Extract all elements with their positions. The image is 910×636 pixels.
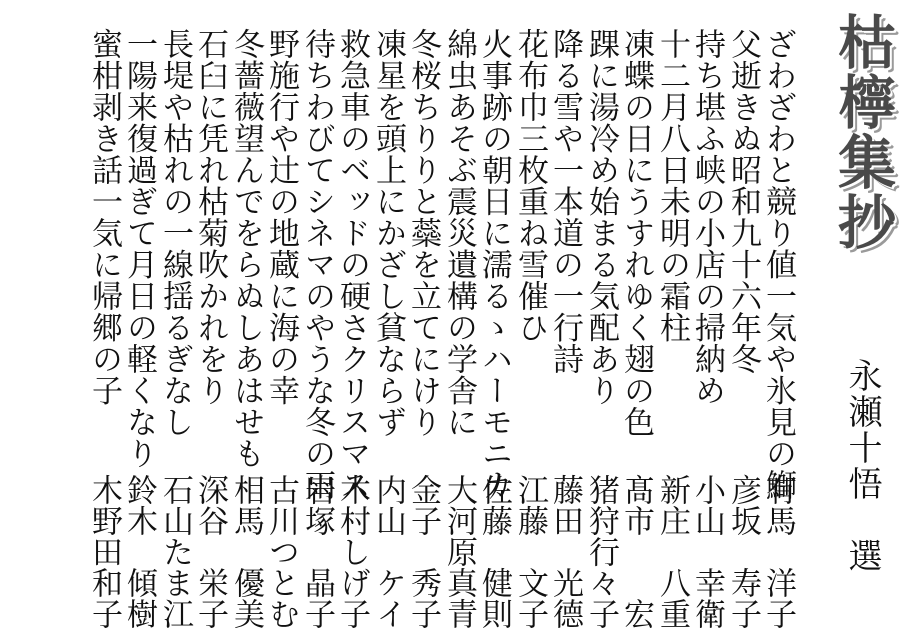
author-name: 彦坂 寿子 xyxy=(725,474,761,629)
author-name: 岩塚 晶子 xyxy=(299,474,335,629)
haiku-line: 綿虫あそぶ震災遺構の学舎に xyxy=(441,28,477,438)
haiku-line: 持ち堪ふ峡の小店の掃納め xyxy=(689,28,725,406)
haiku-line: 一陽来復過ぎて月日の軽くなり xyxy=(121,28,157,469)
author-name: 小山 幸衛 xyxy=(689,474,725,629)
haiku-line: 凍蝶の日にうすれゆく翅の色 xyxy=(618,28,654,438)
haiku-line: 冬薔薇望んでをらぬしあはせも xyxy=(228,28,264,469)
author-name: 猪狩行々子 xyxy=(583,474,619,629)
haiku-line: 待ちわびてシネマのやうな冬の雨 xyxy=(299,28,335,501)
haiku-line: 花布巾三枚重ね雪催ひ xyxy=(512,28,548,343)
haiku-line: 凍星を頭上にかざし貧ならず xyxy=(370,28,406,438)
haiku-line: ざわざわと競り値一気や氷見の鰤 xyxy=(760,28,796,501)
author-name: 佐藤 健則 xyxy=(476,474,512,629)
haiku-line: 石臼に凭れ枯菊吹かれをり xyxy=(192,28,228,406)
haiku-line: 火事跡の朝日に濡るゝハーモニカ xyxy=(476,28,512,501)
author-name: 新庄 八重 xyxy=(654,474,690,629)
author-name: 藤田 光德 xyxy=(547,474,583,629)
selector-name: 永瀬十悟 選 xyxy=(842,358,882,574)
author-name: 木野田和子 xyxy=(86,474,122,629)
author-name: 髙市 宏 xyxy=(618,474,654,629)
haiku-line: 長堤や枯れの一線揺るぎなし xyxy=(157,28,193,438)
author-name: 相馬 優美 xyxy=(228,474,264,629)
haiku-line: 踝に湯冷め始まる気配あり xyxy=(583,28,619,406)
author-name: 木村しげ子 xyxy=(334,474,370,629)
author-name: 有馬 洋子 xyxy=(760,474,796,629)
author-name: 江藤 文子 xyxy=(512,474,548,629)
author-name: 古川つとむ xyxy=(263,474,299,629)
haiku-line: 冬桜ちりりと蘂を立てにけり xyxy=(405,28,441,438)
author-name: 大河原真青 xyxy=(441,474,477,629)
haiku-line: 十二月八日未明の霜柱 xyxy=(654,28,690,343)
author-name: 石山たま江 xyxy=(157,474,193,629)
haiku-line: 父逝きぬ昭和九十六年冬 xyxy=(725,28,761,375)
page-title: 枯檸集抄 xyxy=(828,12,896,252)
author-name: 内山 ケイ xyxy=(370,474,406,629)
author-name: 金子 秀子 xyxy=(405,474,441,629)
haiku-line: 蜜柑剥き話一気に帰郷の子 xyxy=(86,28,122,406)
haiku-line: 降る雪や一本道の一行詩 xyxy=(547,28,583,375)
author-name: 深谷 栄子 xyxy=(192,474,228,629)
haiku-line: 救急車のベッドの硬さクリスマス xyxy=(334,28,370,501)
haiku-line: 野施行や辻の地蔵に海の幸 xyxy=(263,28,299,406)
author-name: 鈴木 傾樹 xyxy=(121,474,157,629)
